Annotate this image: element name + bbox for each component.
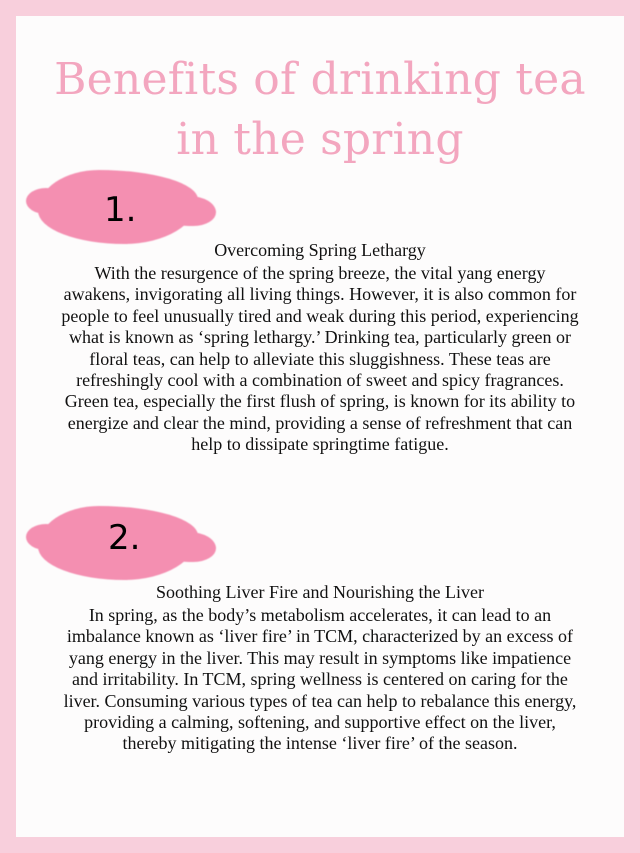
section-number-1: 1. (104, 190, 137, 230)
page-title (0, 50, 640, 170)
section-heading-1: Overcoming Spring Lethargy (214, 240, 426, 260)
section-body-1: With the resurgence of the spring breeze, the vital yang energy awakens, invigorating all living things. However, it is also common for people to feel unusually tired and weak during this period, experiencing what is known as ‘spring lethargy.’ Drinking tea, particularly green or floral teas, can help to alleviate this sluggishness. These teas are refreshingly cool with a combination of sweet and spicy fragrances. Green tea, especially the first flush of spring, is known for its ability to energize and clear the mind, providing a sense of refreshment that can help to dissipate springtime fatigue. (61, 263, 579, 455)
section-number-2: 2. (108, 518, 141, 558)
title-line-2: in the spring (176, 114, 464, 165)
title-line-1: Benefits of drinking tea (54, 54, 586, 105)
section-body-2: In spring, as the body’s metabolism accelerates, it can lead to an imbalance known as ‘liver fire’ in TCM, characterized by an excess of yang energy in the liver. This may result in symptoms like impatience and irritability. In TCM, spring wellness is centered on caring for the liver. Consuming various types of tea can help to rebalance this energy, providing a calming, softening, and supportive effect on the liver, thereby mitigating the intense ‘liver fire’ of the season. (63, 605, 577, 754)
section-heading-2: Soothing Liver Fire and Nourishing the Liver (156, 582, 484, 602)
